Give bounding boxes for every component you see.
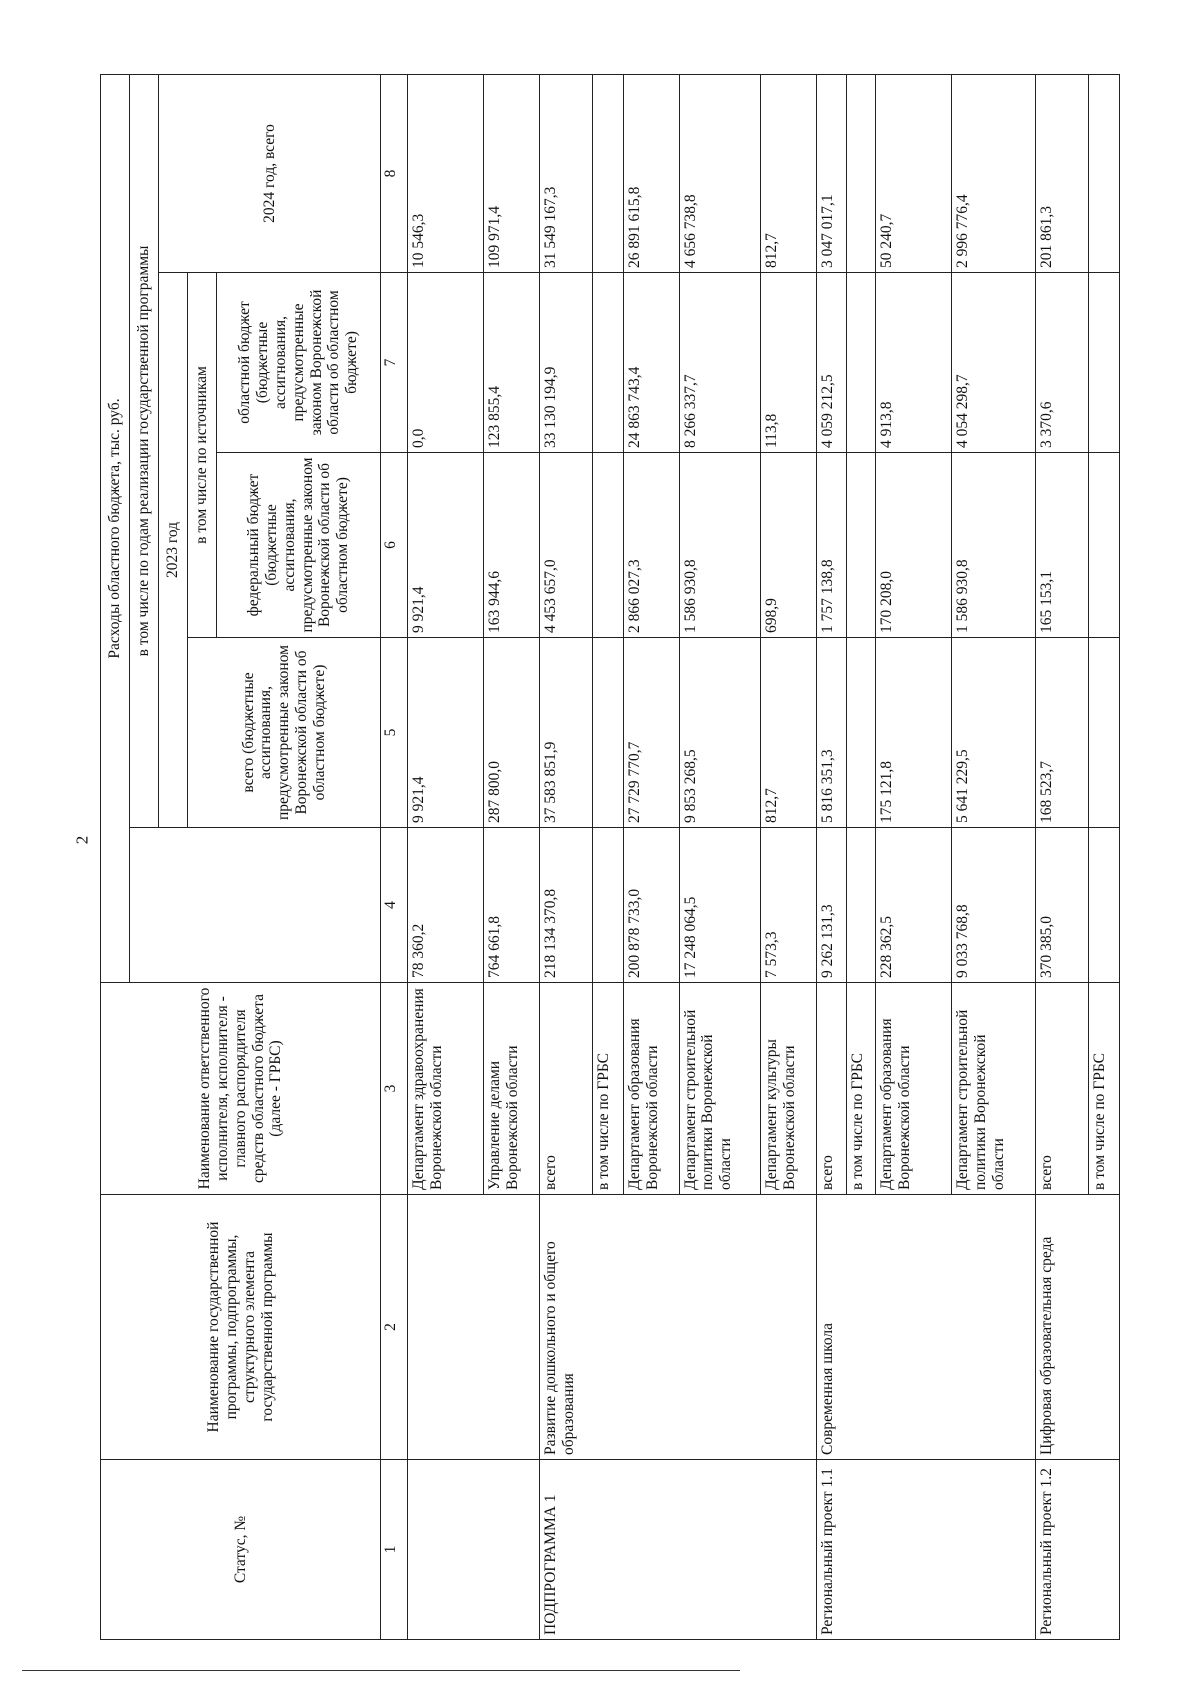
program-cell <box>407 1195 539 1460</box>
status-cell: ПОДПРОГРАММА 1 <box>539 1460 816 1640</box>
value-regional: 4 059 212,5 <box>816 273 846 453</box>
value-budget: 168 523,7 <box>1036 638 1089 828</box>
header-program-name: Наименование государственной программы, подпрограммы, структурного элемента государственной программы <box>101 1195 381 1460</box>
header-by-sources: в том числе по источникам <box>187 273 216 638</box>
executor-cell: Департамент культуры Воронежской области <box>760 983 816 1195</box>
value-regional <box>1089 273 1120 453</box>
value-2024 <box>593 74 623 272</box>
col-number: 1 <box>381 1460 407 1640</box>
program-cell: Развитие дошкольного и общего образования <box>539 1195 816 1460</box>
executor-cell: Департамент строительной политики Воронежской области <box>952 983 1036 1195</box>
value-total: 7 573,3 <box>760 828 816 983</box>
executor-cell: всего <box>1036 983 1089 1195</box>
col-number: 4 <box>381 828 407 983</box>
header-year-2023: 2023 год <box>158 273 187 828</box>
value-budget: 287 800,0 <box>484 638 540 828</box>
value-total: 228 362,5 <box>876 828 952 983</box>
table-row <box>407 74 483 1639</box>
value-regional: 113,8 <box>760 273 816 453</box>
value-budget: 9 921,4 <box>407 638 483 828</box>
value-federal: 4 453 657,0 <box>539 453 592 638</box>
value-regional: 4 913,8 <box>876 273 952 453</box>
header-status: Статус, № <box>101 1460 381 1640</box>
program-cell: Современная школа <box>816 1195 1035 1460</box>
value-federal <box>1089 453 1120 638</box>
value-federal: 165 153,1 <box>1036 453 1089 638</box>
value-2024: 3 047 017,1 <box>816 74 846 272</box>
col-number: 2 <box>381 1195 407 1460</box>
value-budget <box>1089 638 1120 828</box>
value-total: 370 385,0 <box>1036 828 1089 983</box>
value-regional <box>847 273 876 453</box>
value-budget: 9 853 268,5 <box>679 638 760 828</box>
executor-cell: Департамент здравоохранения Воронежской области <box>407 983 483 1195</box>
value-regional: 3 370,6 <box>1036 273 1089 453</box>
status-cell: Региональный проект 1.1 <box>816 1460 1035 1640</box>
value-2024 <box>847 74 876 272</box>
executor-cell: Департамент строительной политики Воронежской области <box>679 983 760 1195</box>
value-total <box>1089 828 1120 983</box>
header-federal: федеральный бюджет (бюджетные ассигнования, предусмотренные законом Воронежской области об областном бюджете) <box>216 453 381 638</box>
value-budget: 175 121,8 <box>876 638 952 828</box>
table-row <box>816 74 846 1639</box>
value-federal: 163 944,6 <box>484 453 540 638</box>
value-regional: 4 054 298,7 <box>952 273 1036 453</box>
value-total <box>593 828 623 983</box>
value-total: 200 878 733,0 <box>623 828 679 983</box>
col-number: 6 <box>381 453 407 638</box>
value-regional: 8 266 337,7 <box>679 273 760 453</box>
header-total-budget: всего (бюджетные ассигнования, предусмотренные законом Воронежской области об областном бюджете) <box>187 638 381 828</box>
value-2024: 26 891 615,8 <box>623 74 679 272</box>
value-regional: 0,0 <box>407 273 483 453</box>
rotated-page <box>100 75 1120 1640</box>
executor-cell: Департамент образования Воронежской области <box>876 983 952 1195</box>
value-federal <box>847 453 876 638</box>
value-2024: 201 861,3 <box>1036 74 1089 272</box>
value-budget: 812,7 <box>760 638 816 828</box>
executor-cell: в том числе по ГРБС <box>847 983 876 1195</box>
col-number: 3 <box>381 983 407 1195</box>
value-total: 78 360,2 <box>407 828 483 983</box>
executor-cell: всего <box>539 983 592 1195</box>
executor-cell: в том числе по ГРБС <box>1089 983 1120 1195</box>
col-number: 8 <box>381 74 407 272</box>
bottom-rule <box>22 1670 740 1671</box>
value-2024: 31 549 167,3 <box>539 74 592 272</box>
value-budget: 37 583 851,9 <box>539 638 592 828</box>
executor-cell: в том числе по ГРБС <box>593 983 623 1195</box>
value-federal: 9 921,4 <box>407 453 483 638</box>
value-2024: 50 240,7 <box>876 74 952 272</box>
status-cell: Региональный проект 1.2 <box>1036 1460 1120 1640</box>
value-2024: 109 971,4 <box>484 74 540 272</box>
value-federal: 2 866 027,3 <box>623 453 679 638</box>
budget-table <box>100 74 1120 1640</box>
value-federal: 1 757 138,8 <box>816 453 846 638</box>
value-total: 764 661,8 <box>484 828 540 983</box>
header-expenses: Расходы областного бюджета, тыс. руб. <box>101 74 130 982</box>
program-cell: Цифровая образовательная среда <box>1036 1195 1120 1460</box>
header-by-years: в том числе по годам реализации государственной программы <box>129 74 158 827</box>
value-regional: 24 863 743,4 <box>623 273 679 453</box>
header-regional: областной бюджет (бюджетные ассигнования, предусмотренные законом Воронежской области об областном бюджете) <box>216 273 381 453</box>
value-budget <box>847 638 876 828</box>
status-cell <box>407 1460 539 1640</box>
col-number: 7 <box>381 273 407 453</box>
value-regional: 123 855,4 <box>484 273 540 453</box>
value-federal: 170 208,0 <box>876 453 952 638</box>
table-row <box>539 74 592 1639</box>
value-budget: 5 816 351,3 <box>816 638 846 828</box>
executor-cell: Управление делами Воронежской области <box>484 983 540 1195</box>
value-2024: 812,7 <box>760 74 816 272</box>
page-number: 2 <box>72 835 92 845</box>
value-2024: 2 996 776,4 <box>952 74 1036 272</box>
value-regional <box>593 273 623 453</box>
value-total: 9 033 768,8 <box>952 828 1036 983</box>
value-total: 9 262 131,3 <box>816 828 846 983</box>
table-row <box>1036 74 1089 1639</box>
value-total: 17 248 064,5 <box>679 828 760 983</box>
value-budget: 27 729 770,7 <box>623 638 679 828</box>
value-federal: 1 586 930,8 <box>952 453 1036 638</box>
executor-cell: всего <box>816 983 846 1195</box>
value-budget: 5 641 229,5 <box>952 638 1036 828</box>
value-budget <box>593 638 623 828</box>
value-2024: 4 656 738,8 <box>679 74 760 272</box>
value-total: 218 134 370,8 <box>539 828 592 983</box>
header-gap <box>129 828 381 983</box>
header-executor: Наименование ответственного исполнителя, исполнителя - главного распорядителя средств областного бюджета (далее - ГРБС) <box>101 983 381 1195</box>
value-2024 <box>1089 74 1120 272</box>
value-total <box>847 828 876 983</box>
value-federal: 698,9 <box>760 453 816 638</box>
value-federal <box>593 453 623 638</box>
value-2024: 10 546,3 <box>407 74 483 272</box>
header-year-2024: 2024 год, всего <box>158 74 381 272</box>
executor-cell: Департамент образования Воронежской области <box>623 983 679 1195</box>
value-regional: 33 130 194,9 <box>539 273 592 453</box>
col-number: 5 <box>381 638 407 828</box>
value-federal: 1 586 930,8 <box>679 453 760 638</box>
